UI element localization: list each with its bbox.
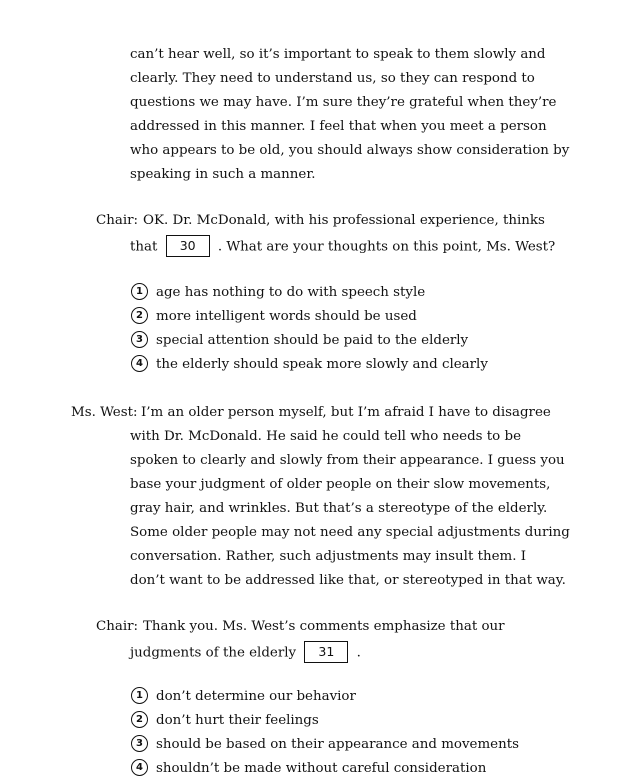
chair-line-with-blank (130, 236, 555, 258)
option-text: should be based on their appearance and movements (156, 737, 519, 752)
option-30-4[interactable] (131, 356, 488, 373)
passage-line: speaking in such a manner. (130, 167, 316, 182)
circled-number-icon: 3 (131, 735, 148, 752)
west-line: spoken to clearly and slowly from their appearance. I guess you (130, 453, 565, 468)
west-line: I’m an older person myself, but I’m afraid I have to disagree (141, 405, 551, 420)
circled-number-icon: 3 (131, 331, 148, 348)
option-text: special attention should be paid to the elderly (156, 333, 469, 348)
chair-line: Thank you. Ms. West’s comments emphasize that our (143, 619, 505, 634)
option-text: don’t hurt their feelings (156, 713, 319, 728)
option-31-2[interactable] (131, 712, 319, 729)
chair-text-after-blank: . What are your thoughts on this point, Ms. West? (217, 239, 556, 255)
passage-line: who appears to be old, you should always show consideration by (130, 143, 570, 158)
circled-number-icon: 1 (131, 687, 148, 704)
passage-line: clearly. They need to understand us, so they can respond to (130, 71, 535, 86)
option-30-2[interactable] (131, 308, 417, 325)
option-text: more intelligent words should be used (156, 309, 417, 324)
west-line: base your judgment of older people on their slow movements, (130, 477, 551, 492)
west-speaker-label: Ms. West: (71, 405, 138, 420)
circled-number-icon: 2 (131, 307, 148, 324)
circled-number-icon: 2 (131, 711, 148, 728)
option-30-3[interactable] (131, 332, 468, 349)
chair-line: OK. Dr. McDonald, with his professional experience, thinks (143, 213, 545, 228)
west-line: don’t want to be addressed like that, or stereotyped in that way. (130, 573, 566, 588)
option-text: don’t determine our behavior (156, 689, 356, 704)
circled-number-icon: 4 (131, 355, 148, 372)
chair-line-with-blank (130, 642, 361, 664)
west-line: gray hair, and wrinkles. But that’s a stereotype of the elderly. (130, 501, 548, 516)
west-line: Some older people may not need any special adjustments during (130, 525, 570, 540)
option-30-1[interactable] (131, 284, 425, 301)
chair-text-before-blank: that (130, 239, 158, 255)
blank-box-31[interactable]: 31 (304, 641, 348, 663)
option-text: age has nothing to do with speech style (156, 285, 426, 300)
option-31-3[interactable] (131, 736, 519, 753)
west-line: conversation. Rather, such adjustments may insult them. I (130, 549, 527, 564)
passage-line: questions we may have. I’m sure they’re grateful when they’re (130, 95, 557, 110)
chair-speaker-label: Chair: (96, 619, 139, 634)
passage-line: can’t hear well, so it’s important to speak to them slowly and (130, 47, 546, 62)
chair-text-before-blank: judgments of the elderly (130, 645, 297, 661)
chair-speaker-label: Chair: (96, 213, 139, 228)
option-text: shouldn’t be made without careful consideration (156, 761, 487, 776)
option-31-4[interactable] (131, 760, 486, 777)
passage-line: addressed in this manner. I feel that when you meet a person (130, 119, 547, 134)
west-line: with Dr. McDonald. He said he could tell who needs to be (130, 429, 521, 444)
chair-text-after-blank: . (356, 645, 361, 661)
option-31-1[interactable] (131, 688, 356, 705)
circled-number-icon: 4 (131, 759, 148, 776)
option-text: the elderly should speak more slowly and clearly (156, 357, 488, 372)
circled-number-icon: 1 (131, 283, 148, 300)
blank-box-30[interactable]: 30 (166, 235, 210, 257)
